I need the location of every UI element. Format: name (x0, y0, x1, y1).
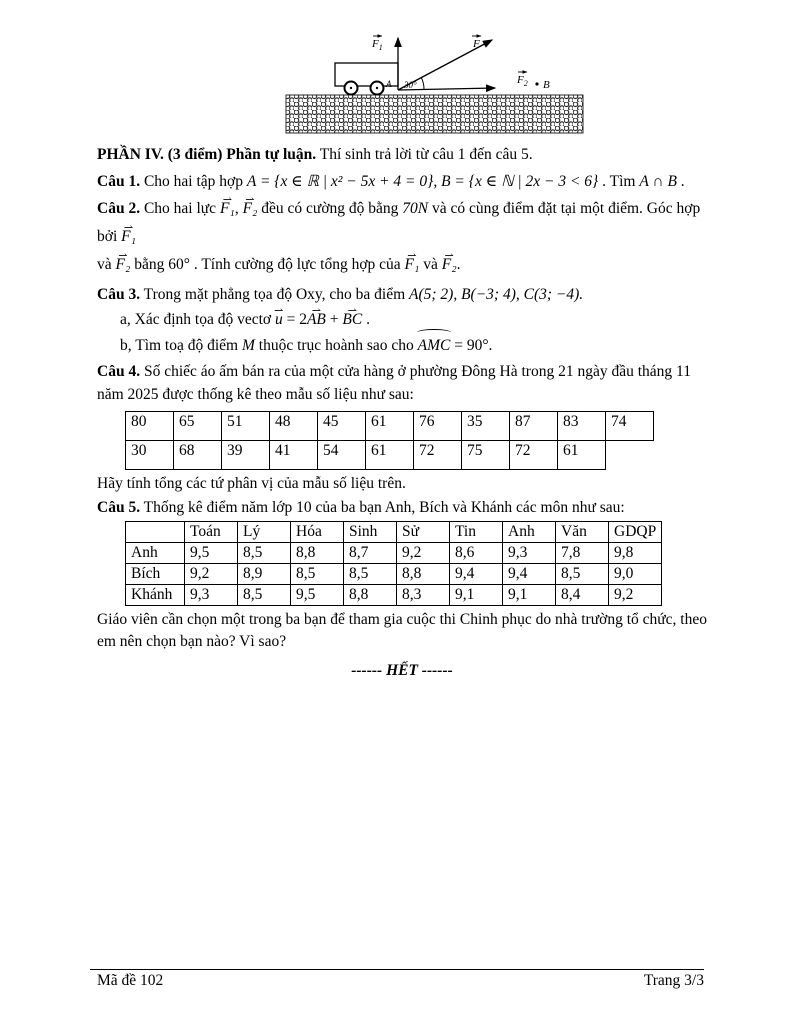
question-1-end: . Tìm (598, 173, 640, 190)
question-2-line-1 (97, 195, 707, 251)
q3a-text: + (325, 311, 343, 328)
question-2-label: Câu 2. (97, 200, 141, 217)
table-cell: 51 (222, 412, 270, 441)
angle-arc (421, 77, 424, 90)
q3b-text: b, Tìm toạ độ điểm (120, 337, 242, 354)
score-cell: 9,3 (503, 543, 556, 564)
q2-text: . (456, 256, 461, 273)
page-footer (90, 969, 704, 990)
vector-f2-symbol: F₂ ⇀ (243, 195, 258, 223)
q3a-text: . (362, 311, 370, 328)
table-header-cell: GDQP (609, 522, 662, 543)
point-b-dot (535, 82, 538, 85)
wheel-hub-left (350, 87, 352, 89)
force-diagram (285, 30, 595, 138)
score-cell: 8,4 (556, 585, 609, 606)
document-content (97, 30, 707, 682)
student-name-cell: Anh (126, 543, 185, 564)
question-1 (97, 168, 707, 195)
vector-f2-symbol: F₂ ⇀ (442, 251, 457, 279)
table-cell: 80 (126, 412, 174, 441)
table-cell: 61 (366, 412, 414, 441)
q3-points: A(5; 2), B(−3; 4), C(3; −4). (409, 286, 584, 303)
score-cell: 8,5 (238, 543, 291, 564)
q5-question-text: Giáo viên cần chọn một trong ba bạn để tham gia cuộc thi Chinh phục do nhà trường tổ chức, theo em nên chọn bạn nào? Vì sao? (97, 611, 707, 650)
q2-text: và có cùng điểm đặt tại một điểm. Góc hợp bởi (97, 200, 701, 245)
table-header-cell: Tin (450, 522, 503, 543)
score-cell: 9,0 (609, 564, 662, 585)
q2-text: . Tính cường độ lực tổng hợp của (189, 256, 405, 273)
question-4-label: Câu 4. (97, 363, 141, 380)
table-cell: 35 (462, 412, 510, 441)
table-header-cell: Sinh (344, 522, 397, 543)
score-cell: 9,4 (503, 564, 556, 585)
section-heading-rest: Thí sinh trả lời từ câu 1 đến câu 5. (316, 146, 533, 163)
score-cell: 8,5 (238, 585, 291, 606)
table-row (126, 564, 662, 585)
q3a-text: = 2 (282, 311, 307, 328)
score-cell: 9,1 (450, 585, 503, 606)
student-name-cell: Khánh (126, 585, 185, 606)
table-row (126, 412, 654, 441)
table-row (126, 543, 662, 564)
score-cell: 8,5 (291, 564, 344, 585)
q2-text: đều có cường độ bằng (257, 200, 403, 217)
table-header-row (126, 522, 662, 543)
q4-data-table (125, 411, 654, 470)
end-of-exam-marker: ------ HẾT ------ (351, 662, 453, 679)
question-3-label: Câu 3. (97, 286, 141, 303)
question-3a (120, 307, 707, 333)
score-cell: 8,9 (238, 564, 291, 585)
question-3 (97, 282, 707, 307)
question-1-dot: . (676, 173, 685, 190)
question-4 (97, 360, 707, 406)
score-cell: 8,5 (556, 564, 609, 585)
table-header-cell: Sử (397, 522, 450, 543)
vector-u-symbol: u ⇀ (275, 307, 283, 333)
q2-text: , (234, 200, 243, 217)
table-cell: 72 (414, 441, 462, 470)
table-header-cell: Anh (503, 522, 556, 543)
table-cell: 74 (606, 412, 654, 441)
table-cell: 75 (462, 441, 510, 470)
question-1-tail: A ∩ B (639, 173, 677, 190)
vector-ab-symbol: AB ⇀ (307, 307, 326, 333)
score-cell: 9,5 (185, 543, 238, 564)
score-cell: 8,8 (291, 543, 344, 564)
question-2-line-2 (97, 251, 707, 279)
table-cell: 72 (510, 441, 558, 470)
table-cell: 30 (126, 441, 174, 470)
score-cell: 9,8 (609, 543, 662, 564)
q5-score-table (125, 521, 662, 606)
q2-text: bằng (130, 256, 169, 273)
arc-amc-symbol: AMC (418, 333, 451, 359)
score-cell: 9,2 (609, 585, 662, 606)
question-5 (97, 497, 707, 518)
score-cell: 9,2 (185, 564, 238, 585)
question-1-pre: Cho hai tập hợp (140, 173, 247, 190)
point-a-label: A (386, 79, 392, 89)
section-heading (97, 144, 707, 166)
wheel-hub-right (376, 87, 378, 89)
vector-bc-symbol: BC ⇀ (342, 307, 362, 333)
question-1-formula: A = {x ∈ ℝ | x² − 5x + 4 = 0}, B = {x ∈ ℕ | 2x − 3 < 6} (246, 173, 599, 190)
ground-hatch (286, 95, 583, 133)
table-cell: 61 (558, 441, 606, 470)
score-cell: 8,8 (397, 564, 450, 585)
vector-f1-symbol: F₁ ⇀ (220, 195, 235, 223)
table-header-cell: Lý (238, 522, 291, 543)
f-label: F (473, 38, 480, 50)
student-name-cell: Bích (126, 564, 185, 585)
table-row (126, 441, 654, 470)
table-header-cell: Văn (556, 522, 609, 543)
q4-instruction: Hãy tính tổng các tứ phân vị của mẫu số liệu trên. (97, 475, 406, 492)
table-cell: 48 (270, 412, 318, 441)
q4-text: Số chiếc áo ấm bán ra của một cửa hàng ở phường Đông Hà trong 21 ngày đầu tháng 11 năm 2025 được thống kê theo mẫu số liệu như sau: (97, 363, 691, 403)
q3a-text: a, Xác định tọa độ vectơ (120, 311, 275, 328)
page-number: Trang 3/3 (643, 972, 704, 989)
f2-label: $F_2$ (517, 74, 528, 88)
table-cell: 45 (318, 412, 366, 441)
vector-f2-symbol: F₂ ⇀ (116, 251, 131, 279)
q2-text: và (97, 256, 116, 273)
point-m-symbol: M (241, 337, 255, 354)
table-cell: 83 (558, 412, 606, 441)
score-cell: 8,3 (397, 585, 450, 606)
table-cell: 39 (222, 441, 270, 470)
score-cell: 8,6 (450, 543, 503, 564)
table-header-cell (126, 522, 185, 543)
table-cell: 54 (318, 441, 366, 470)
table-cell: 76 (414, 412, 462, 441)
question-3b (120, 333, 707, 359)
table-cell: 65 (174, 412, 222, 441)
q5-text: Thống kê điểm năm lớp 10 của ba bạn Anh, Bích và Khánh các môn như sau: (140, 499, 625, 516)
score-cell: 9,5 (291, 585, 344, 606)
table-header-cell: Hóa (291, 522, 344, 543)
table-header-cell: Toán (185, 522, 238, 543)
exam-code: Mã đề 102 (97, 972, 164, 989)
angle-value: 60° (168, 256, 190, 273)
q2-text: và (419, 256, 442, 273)
table-cell: 87 (510, 412, 558, 441)
score-cell: 8,5 (344, 564, 397, 585)
force-magnitude: 70N (402, 200, 429, 217)
table-cell: 68 (174, 441, 222, 470)
point-b-label: B (543, 79, 550, 91)
score-cell: 9,3 (185, 585, 238, 606)
score-cell: 7,8 (556, 543, 609, 564)
table-cell: 41 (270, 441, 318, 470)
q3-text: Trong mặt phẳng tọa độ Oxy, cho ba điểm (140, 286, 410, 303)
question-1-label: Câu 1. (97, 173, 141, 190)
table-cell: 61 (366, 441, 414, 470)
angle-label: 30° (404, 80, 417, 90)
q2-text: Cho hai lực (140, 200, 220, 217)
vector-f1-symbol: F₁ ⇀ (121, 223, 136, 251)
score-cell: 9,4 (450, 564, 503, 585)
score-cell: 8,8 (344, 585, 397, 606)
q3b-text: thuộc trục hoành sao cho (254, 337, 418, 354)
force-diagram-container (285, 30, 707, 140)
section-heading-bold: PHẦN IV. (3 điểm) Phần tự luận. (97, 146, 317, 163)
table-row (126, 585, 662, 606)
f1-label: $F_1$ (372, 38, 383, 52)
score-cell: 8,7 (344, 543, 397, 564)
score-cell: 9,1 (503, 585, 556, 606)
question-5-label: Câu 5. (97, 499, 141, 516)
q3b-text: = 90°. (450, 337, 493, 354)
score-cell: 9,2 (397, 543, 450, 564)
vector-f1-symbol: F₁ ⇀ (405, 251, 420, 279)
